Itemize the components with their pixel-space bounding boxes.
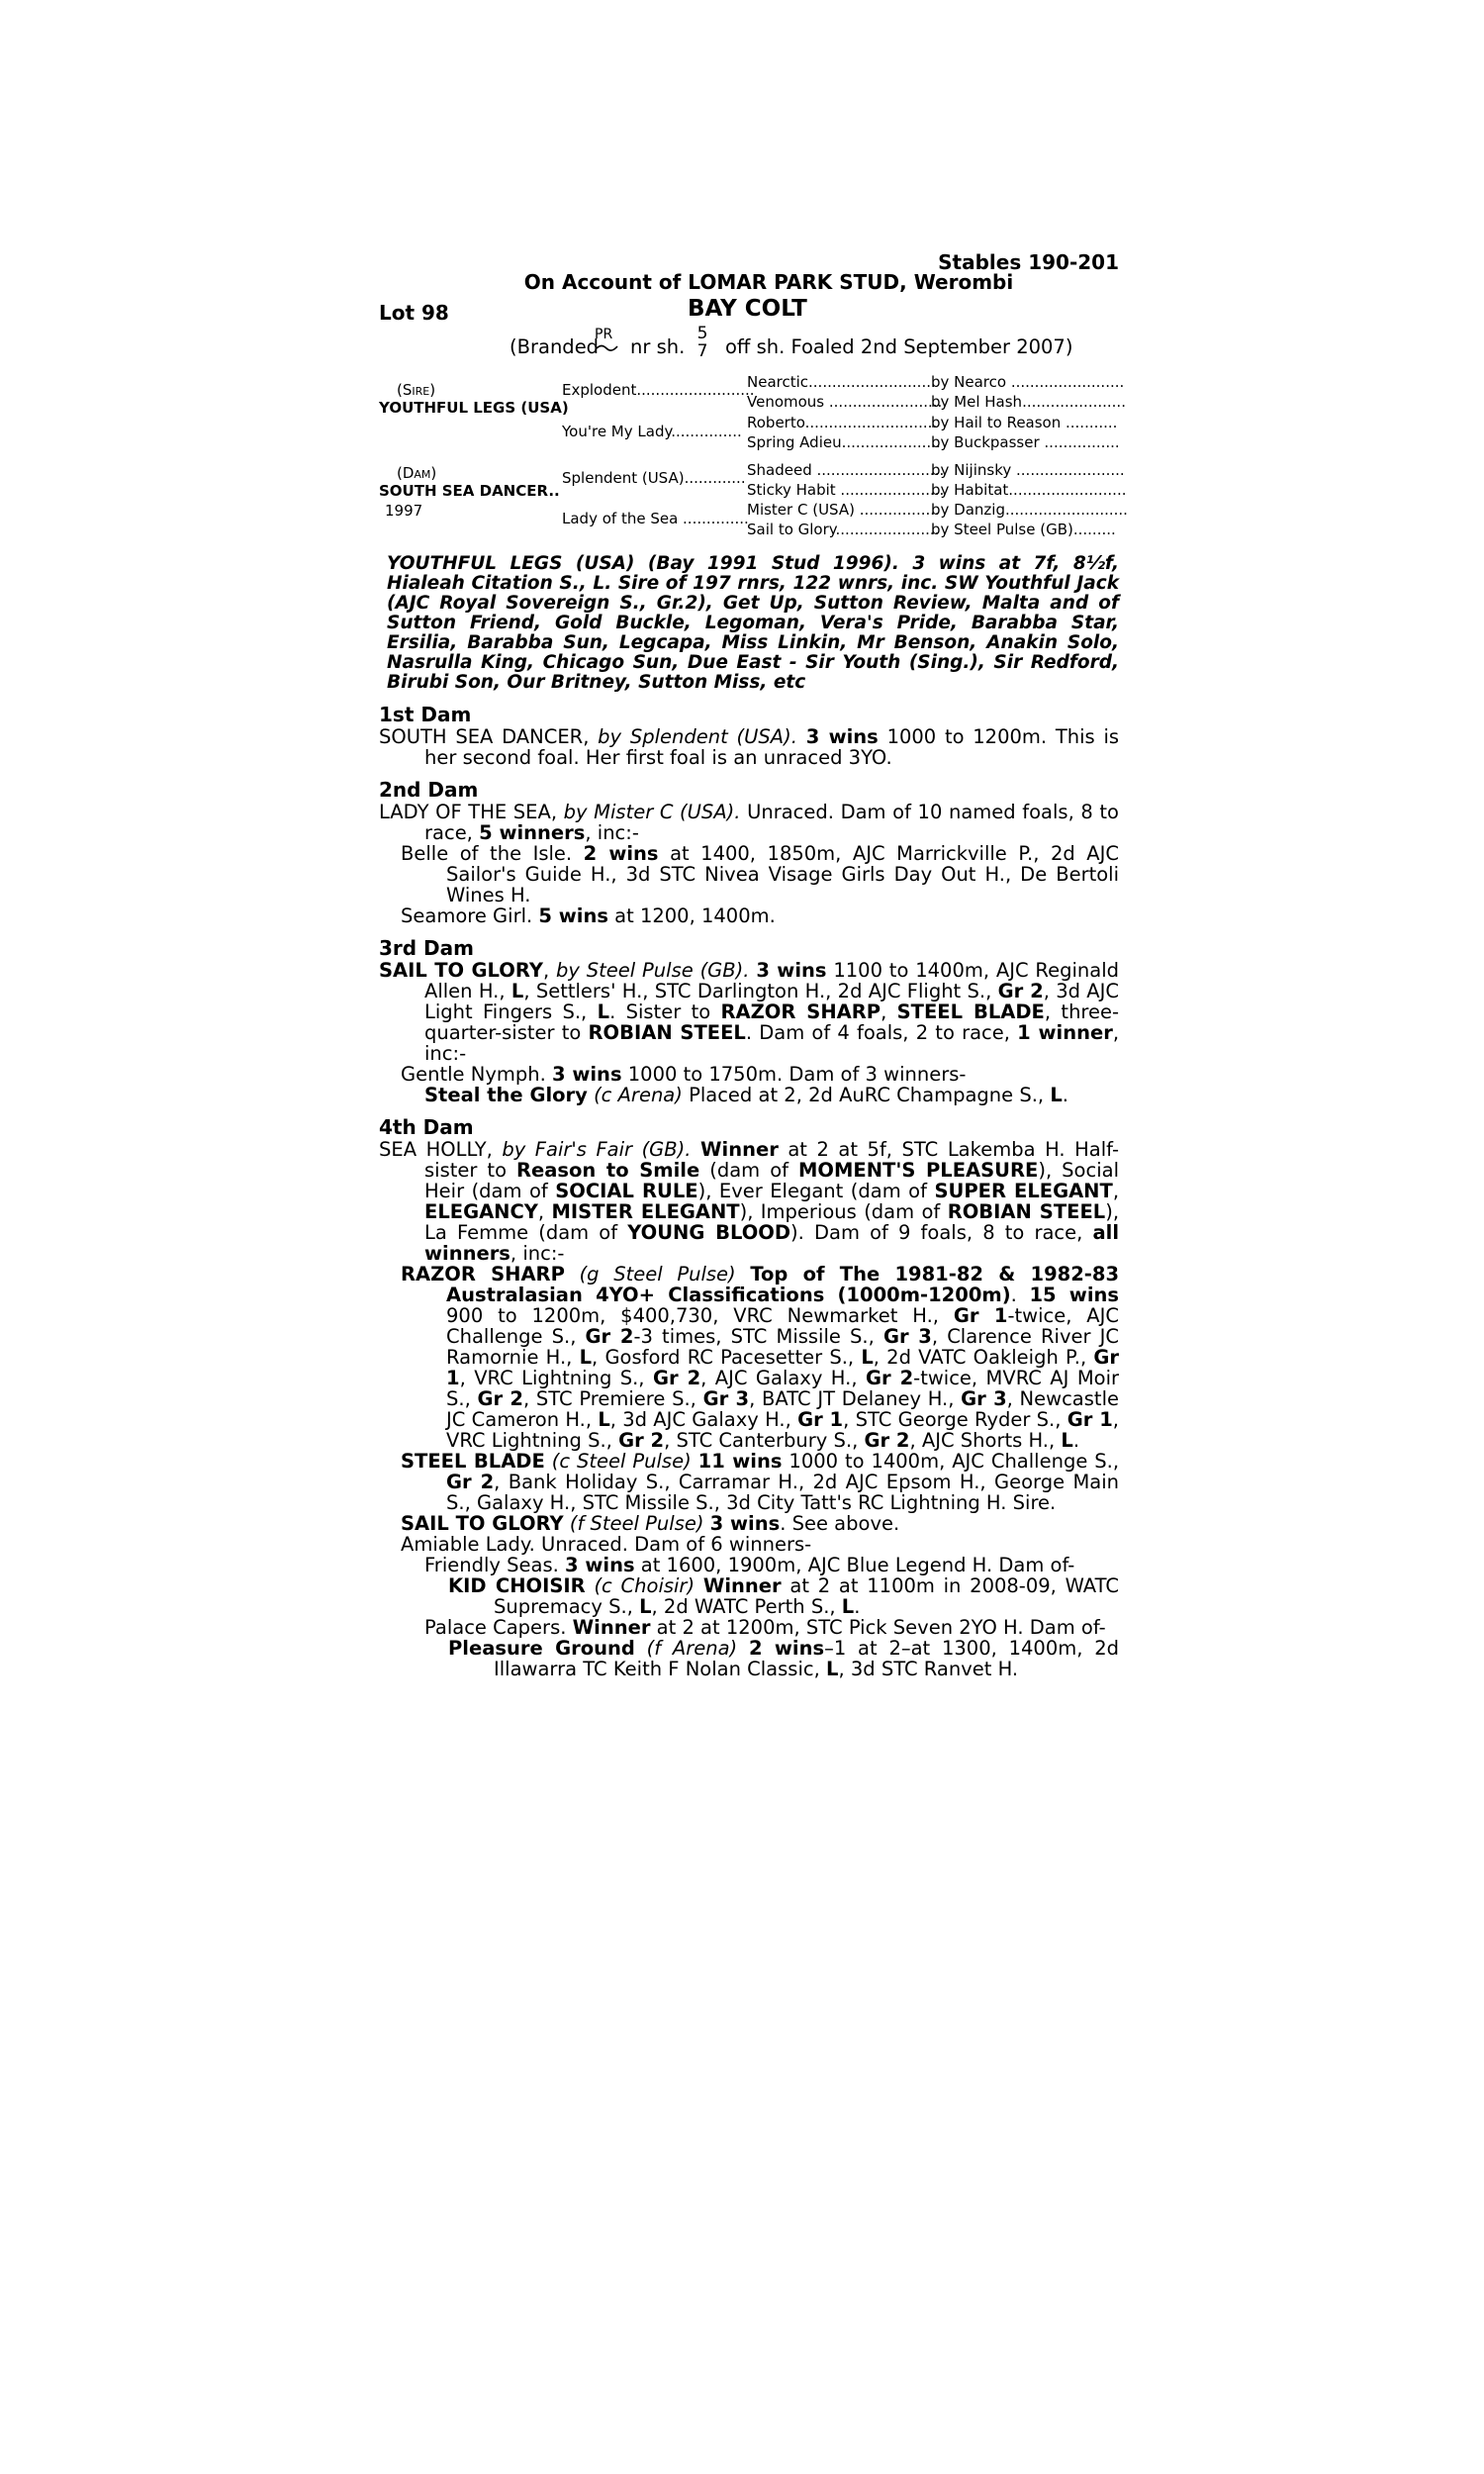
lot-row xyxy=(379,296,1119,329)
gen4-item: by Mel Hash...................... xyxy=(931,393,1126,411)
horse-title: BAY COLT xyxy=(688,296,807,322)
fourth-dam-heading: 4th Dam xyxy=(379,1115,474,1139)
gen4-item: by Danzig.......................... xyxy=(931,501,1128,519)
gen4-item: by Nijinsky ....................... xyxy=(931,461,1125,479)
brand-open-text: (Branded xyxy=(510,335,600,358)
progeny-entry: Pleasure Ground (f Arena) 2 wins–1 at 2–at 1300, 1400m, 2d Illawarra TC Keith F Nolan Classic, L, 3d STC Ranvet H. xyxy=(448,1637,1119,1680)
second-dam-heading: 2nd Dam xyxy=(379,778,479,802)
gen2-item: Lady of the Sea .............. xyxy=(562,510,749,527)
progeny-entry: Gentle Nymph. 3 wins 1000 to 1750m. Dam of 3 winners- xyxy=(401,1063,967,1086)
gen3-item: Venomous ........................ xyxy=(747,393,943,411)
gen3-item: Spring Adieu..................... xyxy=(747,433,941,451)
dam-role: (Dam) xyxy=(397,464,437,482)
progeny-entry: Seamore Girl. 5 wins at 1200, 1400m. xyxy=(401,904,776,927)
first-dam-heading: 1st Dam xyxy=(379,703,472,726)
brand-mark-icon xyxy=(592,325,625,360)
progeny-entry: SAIL TO GLORY (f Steel Pulse) 3 wins. See above. xyxy=(401,1512,900,1535)
stables-label: Stables 190-201 xyxy=(938,250,1119,274)
vendor-account: On Account of LOMAR PARK STUD, Werombi xyxy=(523,270,1014,294)
gen3-item: Mister C (USA) ................. xyxy=(747,501,940,519)
progeny-entry: KID CHOISIR (c Choisir) Winner at 2 at 1100m in 2008-09, WATC Supremacy S., L, 2d WATC Perth S., L. xyxy=(448,1574,1120,1618)
dam-year: 1997 xyxy=(385,502,423,520)
progeny-entry: Palace Capers. Winner at 2 at 1200m, STC Pick Seven 2YO H. Dam of- xyxy=(424,1616,1106,1639)
fourth-dam-paragraph: SEA HOLLY, by Fair's Fair (GB). Winner at 2 at 5f, STC Lakemba H. Half-sister to Reason to Smile (dam of MOMENT'S PLEASURE), Social Heir (dam of SOCIAL RULE), Ever Elegant (dam of SUPER ELEGANT, ELEGANCY, MISTER ELEGANT), Imperious (dam of ROBIAN STEEL), La Femme (dam of YOUNG BLOOD). Dam of 9 foals, 8 to race, all winners, inc:- xyxy=(379,1138,1120,1265)
progeny-entry: Friendly Seas. 3 wins at 1600, 1900m, AJC Blue Legend H. Dam of- xyxy=(424,1554,1075,1576)
lot-number: Lot 98 xyxy=(379,301,449,325)
pedigree-table xyxy=(379,372,1128,538)
progeny-entry: Amiable Lady. Unraced. Dam of 6 winners- xyxy=(401,1533,812,1556)
progeny-entry: STEEL BLADE (c Steel Pulse) 11 wins 1000 to 1400m, AJC Challenge S., Gr 2, Bank Holiday S., Carramar H., 2d AJC Epsom H., George Main S., Galaxy H., STC Missile S., 3d City Tatt's RC Lightning H. Sire. xyxy=(401,1450,1120,1514)
sire-role: (Sire) xyxy=(397,381,436,399)
gen2-item: Explodent......................... xyxy=(562,381,755,399)
progeny-entry: Steal the Glory (c Arena) Placed at 2, 2d AuRC Champagne S., L. xyxy=(424,1084,1068,1106)
gen2-item: You're My Lady............... xyxy=(562,423,742,440)
gen3-item: Roberto............................ xyxy=(747,414,938,431)
gen4-item: by Nearco ........................ xyxy=(931,373,1125,391)
gen3-item: Nearctic........................... xyxy=(747,373,936,391)
brand-near-shoulder: nr sh. xyxy=(630,335,686,358)
second-dam-paragraph: LADY OF THE SEA, by Mister C (USA). Unraced. Dam of 10 named foals, 8 to race, 5 winners, inc:- xyxy=(379,801,1119,844)
brand-number: 5 7 xyxy=(696,324,708,361)
third-dam-heading: 3rd Dam xyxy=(379,936,474,960)
gen4-item: by Hail to Reason ........... xyxy=(931,414,1118,431)
third-dam-paragraph: SAIL TO GLORY, by Steel Pulse (GB). 3 wins 1100 to 1400m, AJC Reginald Allen H., L, Settlers' H., STC Darlington H., 2d AJC Flight S., Gr 2, 3d AJC Light Fingers S., L. Sister to RAZOR SHARP, STEEL BLADE, three-quarter-sister to ROBIAN STEEL. Dam of 4 foals, 2 to race, 1 winner, inc:- xyxy=(379,959,1120,1065)
gen4-item: by Steel Pulse (GB)......... xyxy=(931,521,1116,538)
gen4-item: by Buckpasser ................ xyxy=(931,433,1120,451)
gen3-item: Shadeed ........................... xyxy=(747,461,945,479)
catalogue-page xyxy=(379,250,1128,1680)
dam-name: SOUTH SEA DANCER.. xyxy=(379,482,560,500)
brand-line xyxy=(379,324,1119,364)
progeny-entry: RAZOR SHARP (g Steel Pulse) Top of The 1981-82 & 1982-83 Australasian 4YO+ Classifications (1000m-1200m). 15 wins 900 to 1200m, $400,730, VRC Newmarket H., Gr 1-twice, AJC Challenge S., Gr 2-3 times, STC Missile S., Gr 3, Clarence River JC Ramornie H., L, Gosford RC Pacesetter S., L, 2d VATC Oakleigh P., Gr 1, VRC Lightning S., Gr 2, AJC Galaxy H., Gr 2-twice, MVRC AJ Moir S., Gr 2, STC Premiere S., Gr 3, BATC JT Delaney H., Gr 3, Newcastle JC Cameron H., L, 3d AJC Galaxy H., Gr 1, STC George Ryder S., Gr 1, VRC Lightning S., Gr 2, STC Canterbury S., Gr 2, AJC Shorts H., L. xyxy=(401,1263,1120,1452)
gen3-item: Sticky Habit ...................... xyxy=(747,481,945,499)
sire-name: YOUTHFUL LEGS (USA) xyxy=(379,399,569,417)
gen4-item: by Habitat......................... xyxy=(931,481,1127,499)
progeny-entry: Belle of the Isle. 2 wins at 1400, 1850m, AJC Marrickville P., 2d AJC Sailor's Guide H., 3d STC Nivea Visage Girls Day Out H., De Bertoli Wines H. xyxy=(401,842,1119,906)
sire-summary: YOUTHFUL LEGS (USA) (Bay 1991 Stud 1996). 3 wins at 7f, 8½f, Hialeah Citation S., L. Sire of 197 rnrs, 122 wnrs, inc. SW Youthful Jack (AJC Royal Sovereign S., Gr.2), Get Up, Sutton Review, Malta and of Sutton Friend, Gold Buckle, Legoman, Vera's Pride, Barabba Star, Ersilia, Barabba Sun, Legcapa, Miss Linkin, Mr Benson, Anakin Solo, Nasrulla King, Chicago Sun, Due East - Sir Youth (Sing.), Sir Redford, Birubi Son, Our Britney, Sutton Miss, etc xyxy=(387,553,1119,693)
first-dam-paragraph: SOUTH SEA DANCER, by Splendent (USA). 3 wins 1000 to 1200m. This is her second foal. Her first foal is an unraced 3YO. xyxy=(379,725,1120,769)
gen3-item: Sail to Glory...................... xyxy=(747,521,940,538)
brand-foaled-text: off sh. Foaled 2nd September 2007) xyxy=(725,335,1073,358)
svg-text:PR: PR xyxy=(595,327,613,342)
gen2-item: Splendent (USA)............. xyxy=(562,469,746,487)
